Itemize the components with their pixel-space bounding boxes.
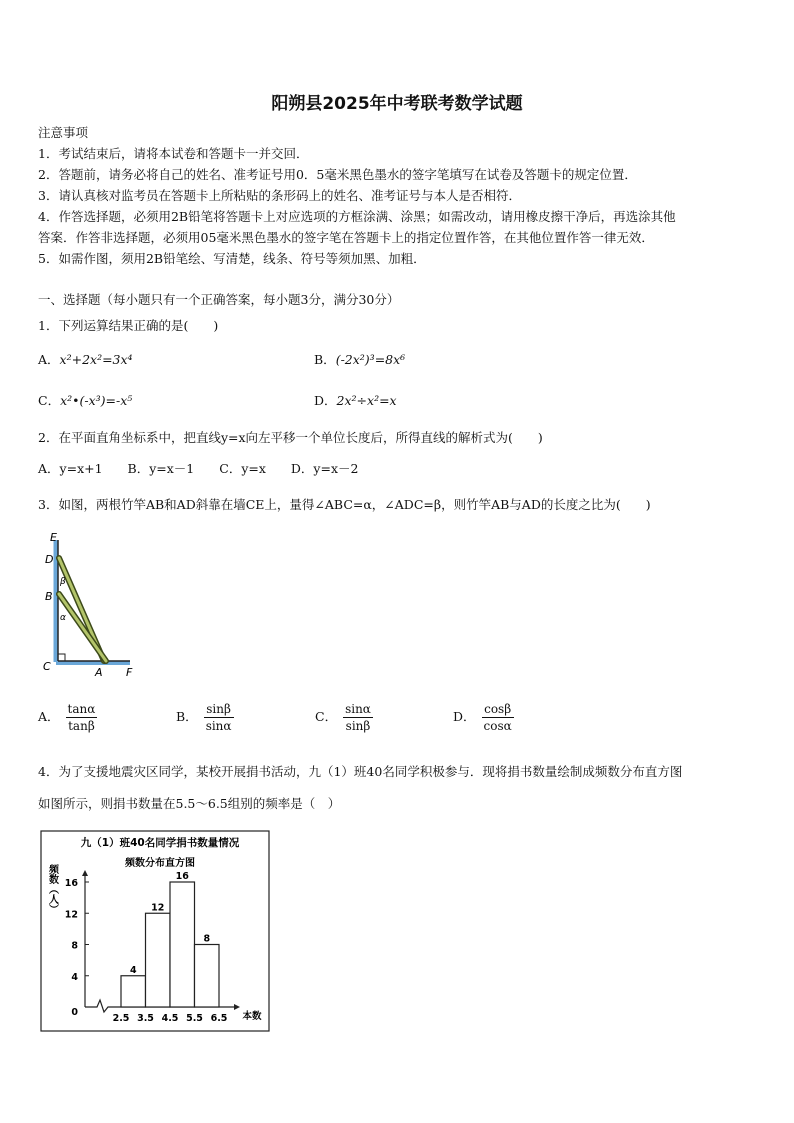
denominator: cosα [483,719,512,733]
q3-option-b [176,702,234,733]
label-alpha: α [60,613,66,623]
q1-option-b-text: (-2x²)³=8x⁶ [335,352,406,367]
q1-option-c-label: C． [38,393,61,408]
q1-option-b [314,350,405,368]
q3-option-d-label: D． [453,709,476,724]
label-c: C [43,660,51,673]
page-title: 阳朔县2025年中考联考数学试题 [271,94,523,114]
label-e: E [50,531,57,544]
notice-item: 5．如需作图，须用2B铅笔绘、写清楚，线条、符号等须加黑、加粗． [38,251,426,266]
y-tick-label: 8 [71,940,78,952]
numerator: sinα [345,702,371,716]
q1-option-c [38,391,132,409]
notice-item: 4．作答选择题，必须用2B铅笔将答题卡上对应选项的方框涂满、涂黑；如需改动，请用橡皮擦干净后，再选涂其他 [38,209,676,224]
bar-data-label: 16 [175,871,189,882]
bar-data-label: 8 [203,933,211,945]
bar-data-label: 4 [129,964,137,976]
right-angle-mark [58,654,65,661]
chart-title: 九（1）班40名同学捐书数量情况 [80,837,240,849]
q1-option-d-text: 2x²÷x²=x [336,393,397,408]
q3-option-c [315,702,373,733]
numerator: sinβ [204,702,234,718]
denominator: sinα [205,719,232,733]
q1-option-b-label: B． [314,352,336,367]
fraction [66,702,98,733]
question-3-stem: 3．如图，两根竹竿AB和AD斜靠在墙CE上，量得∠ABC=α，∠ADC=β，则竹竿AB与AD的长度之比为( ) [38,497,651,512]
x-tick-label: 6.5 [210,1013,228,1024]
label-f: F [126,666,133,679]
q1-option-a-label: A． [38,352,60,367]
q1-option-a-text: x²+2x²=3x⁴ [59,352,133,367]
label-d: D [45,553,54,566]
x-tick-label: 4.5 [161,1013,179,1024]
y-tick-label: 12 [64,909,78,921]
label-a: A [95,666,103,679]
denominator: sinβ [345,719,371,733]
question-1-stem: 1．下列运算结果正确的是( ) [38,318,219,333]
q3-option-c-label: C． [315,709,338,724]
histogram-bar [146,913,171,1007]
question-4-stem-line-1: 4．为了支援地震灾区同学，某校开展捐书活动，九（1）班40名同学积极参与．现将捐书数量绘制成频数分布直方图 [38,764,683,779]
x-tick-label: 3.5 [137,1013,154,1024]
notice-item: 3．请认真核对监考员在答题卡上所粘贴的条形码上的姓名、准考证号与本人是否相符． [38,188,521,203]
fraction [204,702,234,733]
q1-option-a [38,350,133,368]
notice-item: 答案．作答非选择题，必须用05毫米黑色墨水的签字笔在答题卡上的指定位置作答，在其他位置作答一律无效． [38,230,654,245]
question-4-stem-line-2: 如图所示，则捐书数量在5.5～6.5组别的频率是（ ） [38,796,341,811]
bamboo-wall-figure [38,530,148,682]
y-tick-label: 4 [71,971,78,983]
histogram-bar [170,882,195,1007]
numerator: cosβ [482,702,514,718]
y-tick-label: 0 [71,1007,78,1018]
x-tick-label: 5.5 [186,1013,203,1024]
q3-option-a [38,702,97,733]
x-tick-label: 2.5 [112,1013,130,1024]
notice-item: 1．考试结束后，请将本试卷和答题卡一并交回． [38,146,309,161]
question-2-stem: 2．在平面直角坐标系中，把直线y=x向左平移一个单位长度后，所得直线的解析式为( ) [38,430,543,445]
fraction [482,702,514,733]
label-b: B [45,590,53,603]
section-heading: 一、选择题（每小题只有一个正确答案，每小题3分，满分30分） [38,292,400,307]
fraction [343,702,373,733]
histogram-chart [40,830,270,1032]
histogram-bar [195,945,220,1008]
chart-subtitle: 频数分布直方图 [125,858,195,869]
x-axis-label: 本数 [242,1011,262,1022]
histogram-bar [121,976,146,1007]
notice-heading: 注意事项 [38,125,89,140]
numerator: tanα [67,702,96,716]
bar-data-label: 12 [151,902,165,914]
y-axis-label: 频数（人） [46,864,58,914]
q3-option-d [453,702,514,733]
q1-option-d-label: D． [314,393,337,408]
label-beta: β [60,577,66,587]
notice-item: 2．答题前，请务必将自己的姓名、准考证号用0．5毫米黑色墨水的签字笔填写在试卷及答题卡的规定位置． [38,167,637,182]
question-2-options: A．y=x+1 B．y=x－1 C．y=x D．y=x－2 [38,461,359,476]
bamboo-ab-highlight [59,594,106,661]
q1-option-d [314,391,397,409]
denominator: tanβ [68,719,95,733]
q3-option-b-label: B． [176,709,198,724]
y-tick-label: 16 [64,878,78,889]
q3-option-a-label: A． [38,709,60,724]
q1-option-c-text: x²•(-x³)=-x⁵ [60,393,133,408]
